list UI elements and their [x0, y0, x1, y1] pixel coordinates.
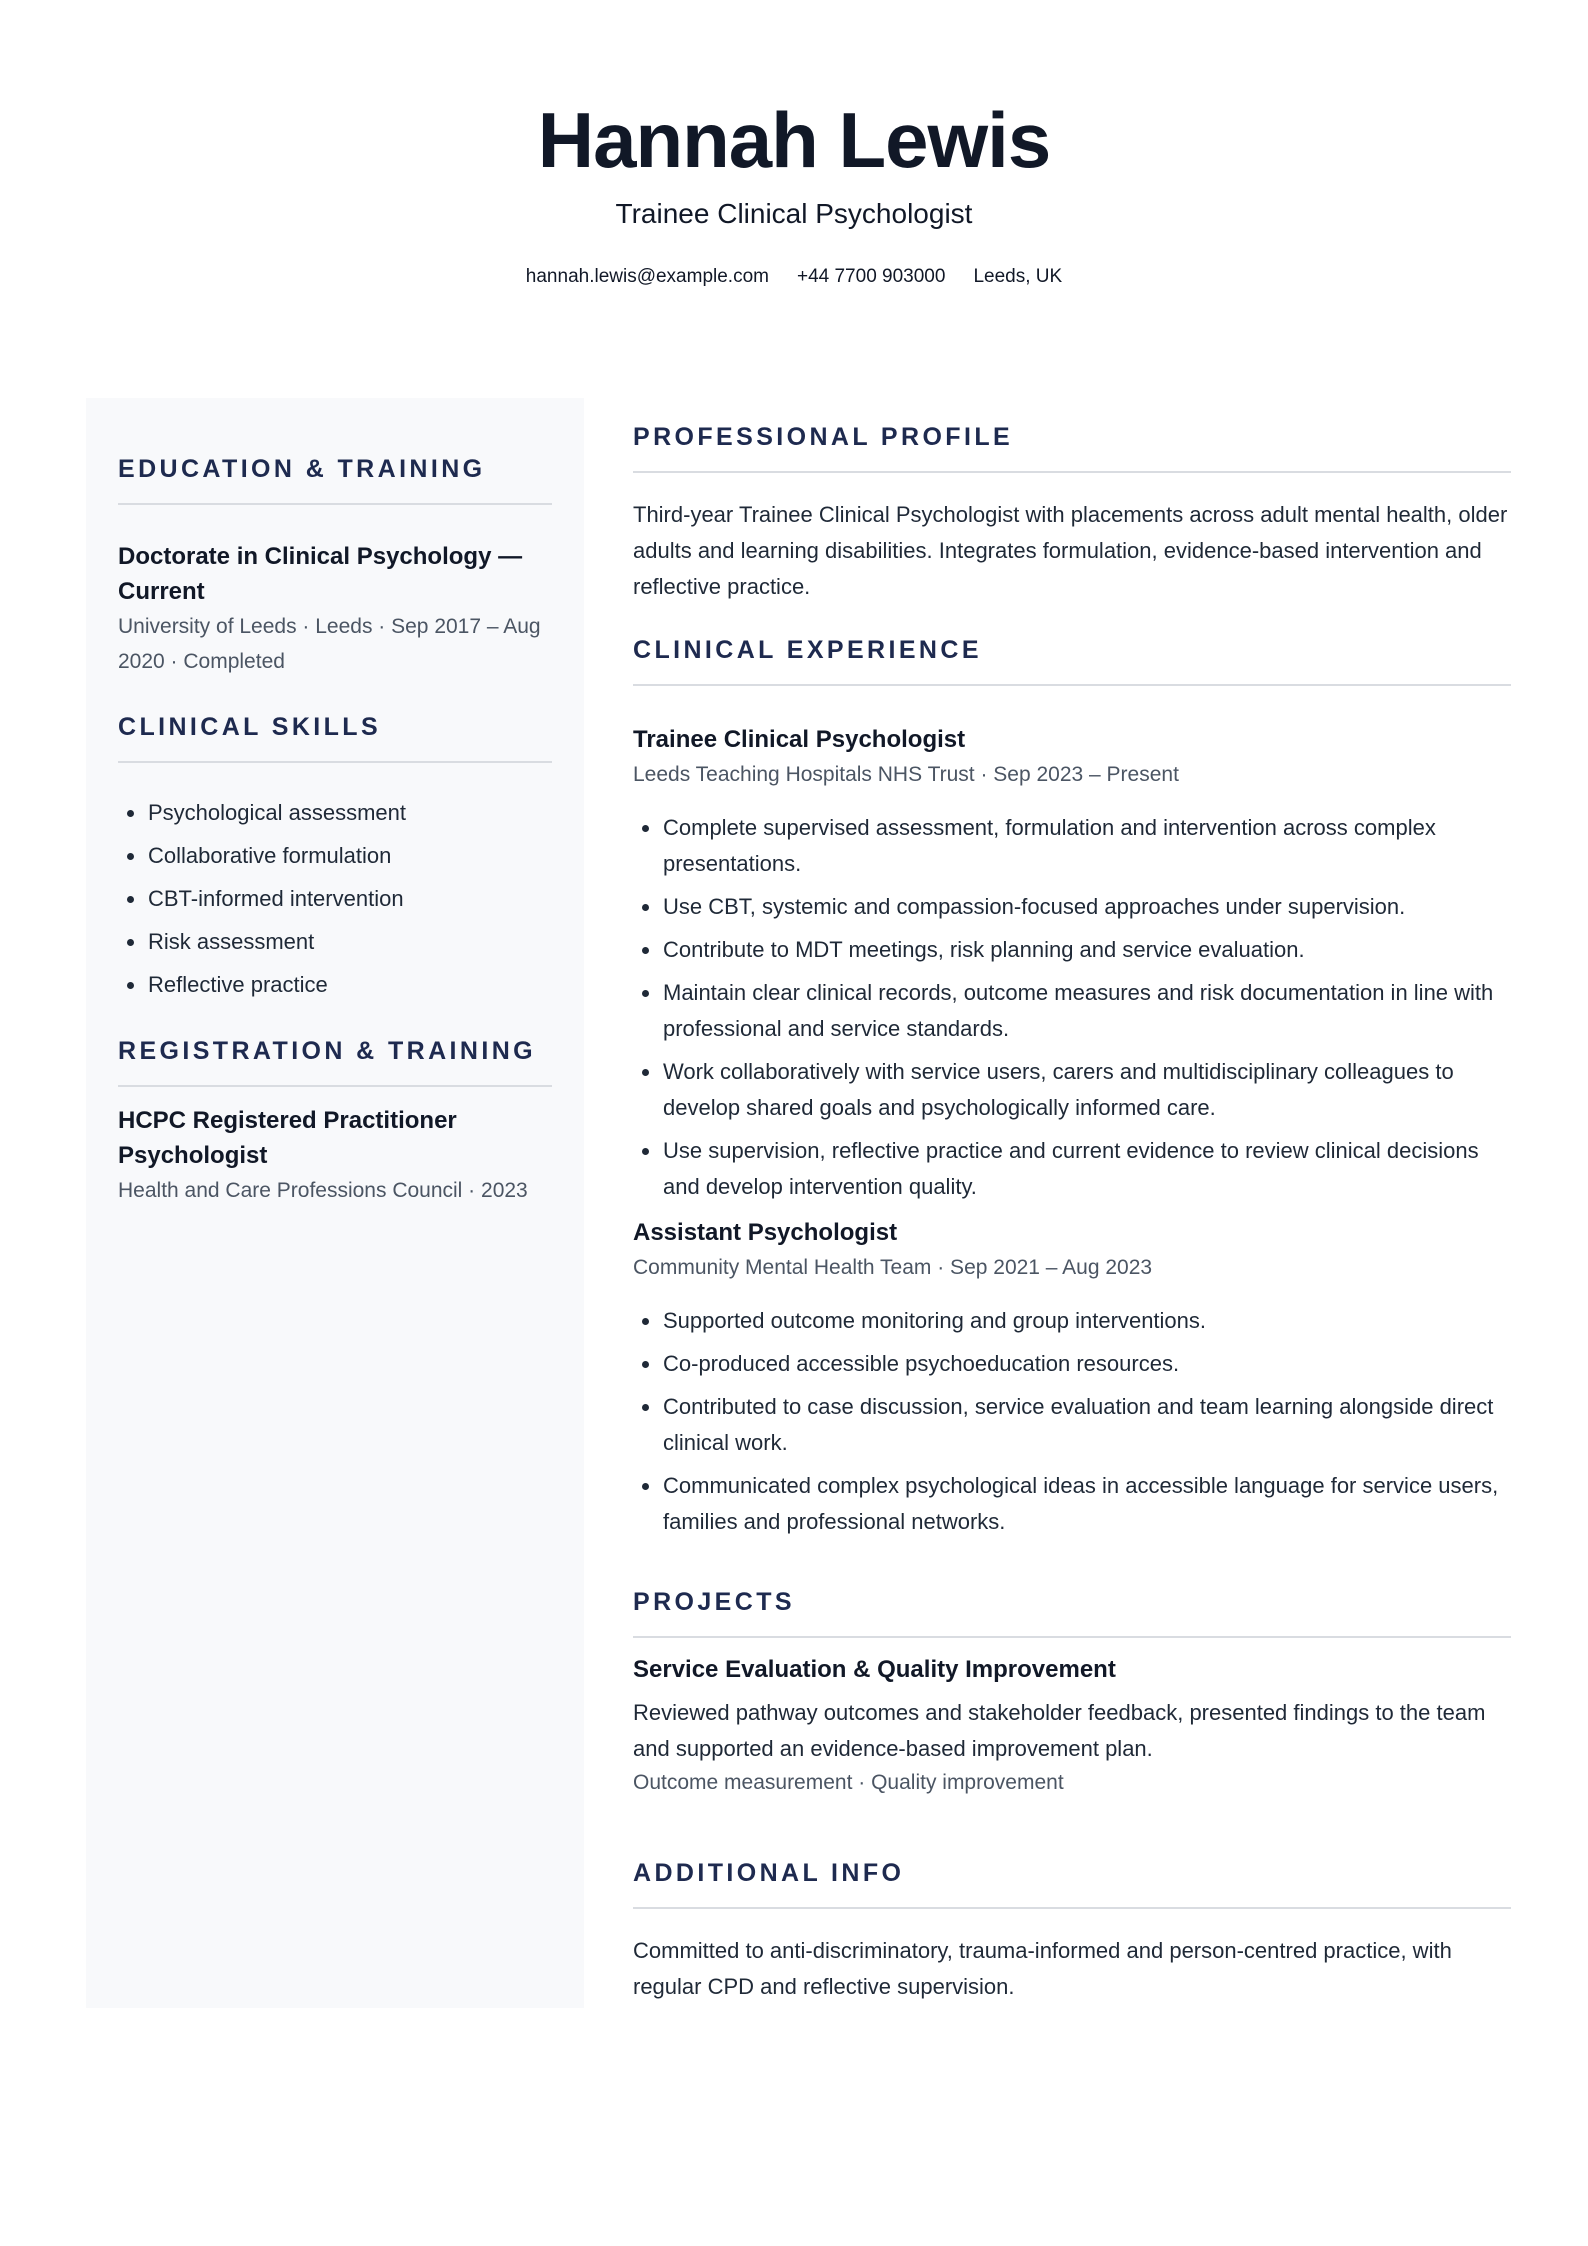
skill-item: Psychological assessment	[148, 795, 552, 831]
job-bullet: Use supervision, reflective practice and current evidence to review clinical decisions and develop intervention quality.	[663, 1133, 1511, 1205]
education-degree: Doctorate in Clinical Psychology — Current	[118, 543, 523, 605]
additional-text: Committed to anti-discriminatory, trauma-informed and person-centred practice, with regular CPD and reflective supervision.	[633, 1938, 1452, 1999]
clinical-skills-section	[118, 711, 552, 1010]
job-title: Assistant Psychologist	[633, 1219, 898, 1246]
contact-email: hannah.lewis@example.com	[525, 266, 769, 287]
contact-location: Leeds, UK	[973, 266, 1063, 287]
job-bullet: Work collaboratively with service users, carers and multidisciplinary colleagues to develop shared goals and psychologically informed care.	[663, 1054, 1511, 1126]
skill-item: CBT-informed intervention	[148, 881, 552, 917]
education-meta: University of Leeds · Leeds · Sep 2017 – Aug 2020 · Completed	[118, 615, 541, 673]
registration-section	[118, 1035, 552, 1208]
education-heading: EDUCATION & TRAINING	[118, 453, 552, 505]
skills-list	[118, 795, 552, 1003]
additional-heading: ADDITIONAL INFO	[633, 1857, 1511, 1909]
job-bullet: Complete supervised assessment, formulation and intervention across complex presentations.	[663, 810, 1511, 882]
profile-text: Third-year Trainee Clinical Psychologist with placements across adult mental health, older adults and learning disabilities. Integrates formulation, evidence-based intervention and reflective practice.	[633, 502, 1508, 599]
job-bullet: Contributed to case discussion, service evaluation and team learning alongside direct clinical work.	[663, 1389, 1511, 1461]
job-bullet: Contribute to MDT meetings, risk planning and service evaluation.	[663, 932, 1511, 968]
job-entry	[633, 722, 1511, 1205]
experience-heading: CLINICAL EXPERIENCE	[633, 634, 1511, 686]
skill-item: Collaborative formulation	[148, 838, 552, 874]
job-bullet: Maintain clear clinical records, outcome measures and risk documentation in line with professional and service standards.	[663, 975, 1511, 1047]
registration-meta: Health and Care Professions Council · 2023	[118, 1179, 528, 1202]
registration-title: HCPC Registered Practitioner Psychologist	[118, 1107, 457, 1169]
project-title: Service Evaluation & Quality Improvement	[633, 1656, 1116, 1683]
projects-section	[633, 1586, 1511, 1800]
job-meta: Community Mental Health Team · Sep 2021 – Aug 2023	[633, 1256, 1153, 1279]
candidate-name: Hannah Lewis	[537, 96, 1051, 184]
job-entry	[633, 1215, 1511, 1540]
skill-item: Risk assessment	[148, 924, 552, 960]
job-bullets	[633, 1303, 1511, 1540]
contact-phone: +44 7700 903000	[796, 266, 946, 287]
education-section	[118, 453, 552, 679]
profile-heading: PROFESSIONAL PROFILE	[633, 421, 1511, 473]
registration-heading: REGISTRATION & TRAINING	[118, 1035, 552, 1087]
project-tags: Outcome measurement · Quality improvement	[633, 1771, 1064, 1794]
candidate-title: Trainee Clinical Psychologist	[615, 198, 973, 229]
job-bullet: Supported outcome monitoring and group interventions.	[663, 1303, 1511, 1339]
job-bullet: Communicated complex psychological ideas in accessible language for service users, families and professional networks.	[663, 1468, 1511, 1540]
job-bullets	[633, 810, 1511, 1205]
sidebar	[86, 398, 584, 2008]
job-bullet: Use CBT, systemic and compassion-focused approaches under supervision.	[663, 889, 1511, 925]
projects-heading: PROJECTS	[633, 1586, 1511, 1638]
job-bullet: Co-produced accessible psychoeducation resources.	[663, 1346, 1511, 1382]
skill-item: Reflective practice	[148, 967, 552, 1003]
project-text: Reviewed pathway outcomes and stakeholder feedback, presented findings to the team and supported an evidence-based improvement plan.	[633, 1700, 1486, 1761]
experience-section	[633, 634, 1511, 1547]
job-meta: Leeds Teaching Hospitals NHS Trust · Sep 2023 – Present	[633, 763, 1179, 786]
job-title: Trainee Clinical Psychologist	[633, 726, 966, 753]
skills-heading: CLINICAL SKILLS	[118, 711, 552, 763]
additional-section	[633, 1857, 1511, 2005]
profile-section	[633, 421, 1511, 605]
contact-line	[0, 264, 1588, 290]
